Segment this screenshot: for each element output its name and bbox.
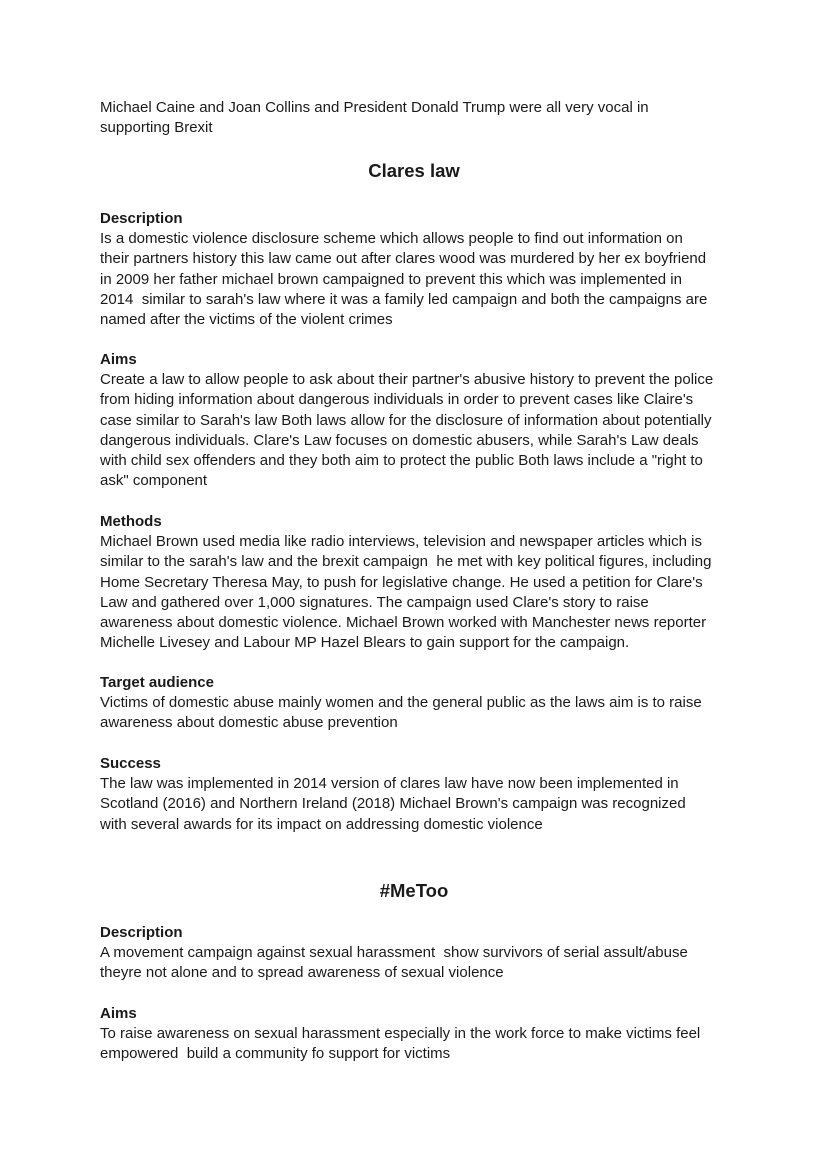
subsection-heading: Success	[100, 755, 161, 772]
section-title-clares-law: Clares law	[368, 160, 460, 181]
subsection-heading: Aims	[100, 351, 137, 368]
text-line: Michael Caine and Joan Collins and President Donald Trump were all very vocal in	[100, 99, 649, 116]
text-line: 2014 similar to sarah's law where it was a family led campaign and both the campaigns are	[100, 290, 708, 308]
text-line: named after the victims of the violent crimes	[100, 310, 393, 328]
subsection-methods	[100, 512, 740, 653]
text-line: in 2009 her father michael brown campaigned to prevent this which was implemented in	[100, 270, 682, 288]
text-line: To raise awareness on sexual harassment especially in the work force to make victims feel	[100, 1025, 701, 1043]
subsection-heading: Target audience	[100, 674, 214, 691]
text-line: Home Secretary Theresa May, to push for legislative change. He used a petition for Clare's	[100, 573, 703, 591]
subsection-success	[100, 754, 740, 835]
text-line: Michael Brown used media like radio interviews, television and newspaper articles which is	[100, 533, 702, 551]
text-line: Create a law to allow people to ask about their partner's abusive history to prevent the police	[100, 371, 714, 389]
text-line: A movement campaign against sexual harassment show survivors of serial assult/abuse	[100, 944, 688, 962]
text-line: ask" component	[100, 472, 208, 490]
text-line: Law and gathered over 1,000 signatures. The campaign used Clare's story to raise	[100, 593, 649, 611]
text-line: awareness about domestic violence. Michael Brown worked with Manchester news reporter	[100, 613, 707, 631]
text-line: similar to the sarah's law and the brexit campaign he met with key political figures, including	[100, 553, 712, 571]
subsection-heading: Description	[100, 924, 183, 941]
subsection-heading: Description	[100, 210, 183, 227]
text-line: dangerous individuals. Clare's Law focuses on domestic abusers, while Sarah's Law deals	[100, 431, 699, 449]
text-line: their partners history this law came out after clares wood was murdered by her ex boyfriend	[100, 250, 707, 268]
text-line: empowered build a community fo support for victims	[100, 1045, 451, 1063]
subsection-aims	[100, 1004, 740, 1065]
subsection-heading: Aims	[100, 1005, 137, 1022]
text-line: with several awards for its impact on addressing domestic violence	[100, 815, 543, 833]
text-line: awareness about domestic abuse prevention	[100, 714, 398, 732]
text-line: Victims of domestic abuse mainly women and the general public as the laws aim is to raise	[100, 694, 702, 712]
text-line: Is a domestic violence disclosure scheme which allows people to find out information on	[100, 230, 683, 248]
text-line: case similar to Sarah's law Both laws allow for the disclosure of information about potentially	[100, 411, 712, 429]
text-line: Michelle Livesey and Labour MP Hazel Blears to gain support for the campaign.	[100, 634, 630, 652]
text-line: from hiding information about dangerous individuals in order to prevent cases like Claire's	[100, 391, 694, 409]
subsection-aims	[100, 350, 740, 491]
subsection-description	[100, 923, 740, 984]
intro-paragraph	[100, 98, 740, 138]
subsection-description	[100, 209, 740, 330]
text-line: The law was implemented in 2014 version of clares law have now been implemented in	[100, 775, 679, 793]
text-line: supporting Brexit	[100, 119, 213, 137]
section-title-metoo: #MeToo	[379, 880, 449, 901]
text-line: theyre not alone and to spread awareness of sexual violence	[100, 964, 504, 982]
subsection-heading: Methods	[100, 513, 162, 530]
text-line: Scotland (2016) and Northern Ireland (2018) Michael Brown's campaign was recognized	[100, 795, 686, 813]
text-line: with child sex offenders and they both aim to protect the public Both laws include a "right to	[100, 451, 703, 469]
subsection-target-audience	[100, 673, 740, 734]
